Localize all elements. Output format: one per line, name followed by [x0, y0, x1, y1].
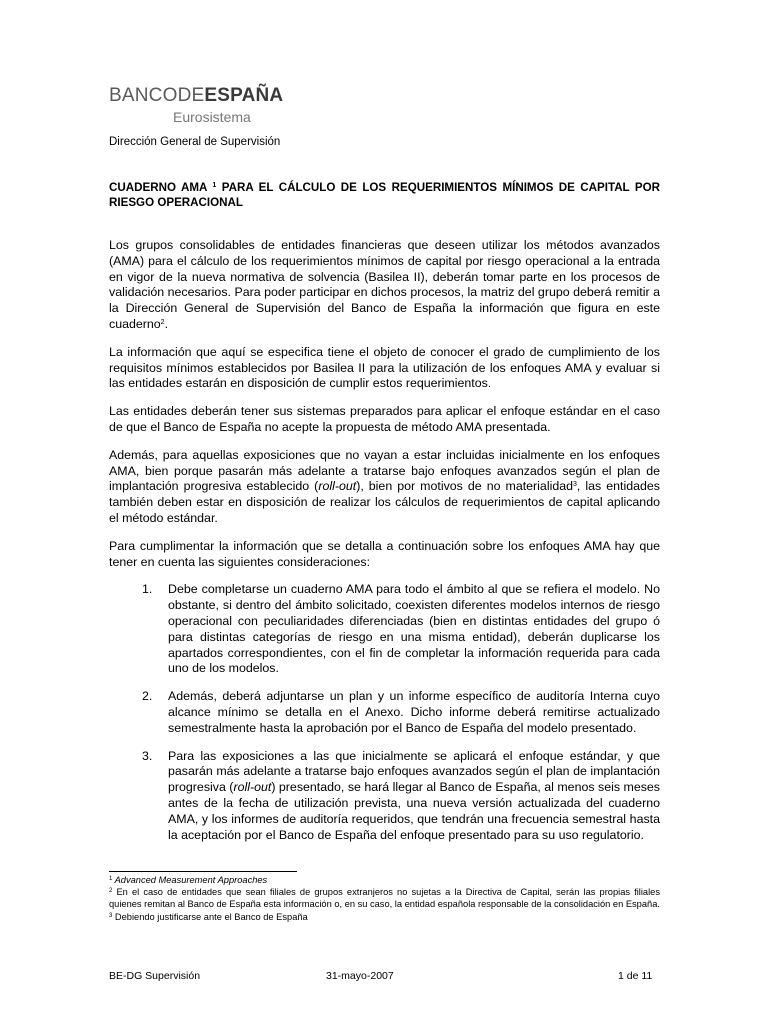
- department-name: Dirección General de Supervisión: [109, 136, 281, 148]
- footnote-number: 1: [109, 876, 113, 882]
- footnote-number: 3: [109, 912, 113, 919]
- footer-left: BE-DG Supervisión: [109, 970, 201, 982]
- paragraph-1-text: Los grupos consolidables de entidades financieras que deseen utilizar los métodos avanzados (AMA) para el cálculo de los requerimientos mínimos de capital por riesgo operacional a la entrada en vigor de la nueva normativa de solvencia (Basilea II), deberán tomar parte en los procesos de validación necesarios. Para poder participar en dichos procesos, la matriz del grupo deberá remitir a la Dirección General de Supervisión del Banco de España la información que figura en este cuaderno: [109, 238, 660, 331]
- paragraph-1-end: .: [164, 316, 169, 331]
- logo-word-de: DE: [177, 85, 205, 106]
- title-part-1: CUADERNO AMA: [109, 181, 207, 194]
- footnotes: [109, 874, 660, 923]
- list-item: [109, 582, 660, 677]
- list-item-text: Además, deberá adjuntarse un plan y un informe específico de auditoría Interna cuyo alcance mínimo se detalla en el Anexo. Dicho informe deberá remitirse actualizado semestralmente hasta la aprobación por el Banco de España del modelo presentado.: [168, 689, 660, 735]
- footnote-ref-2: 2: [160, 318, 165, 326]
- footnote-text: Advanced Measurement Approaches: [112, 875, 268, 885]
- list-item-italic: roll-out: [233, 780, 272, 795]
- document-title: [109, 178, 660, 210]
- list-item: [109, 749, 660, 844]
- footnote-divider: [109, 871, 297, 872]
- list-item-text-a: Para las exposiciones a las que inicialmente se aplicará el enfoque estándar, y que pasarán más adelante a tratarse bajo enfoques avanzados según el plan de implantación progresiva (: [168, 748, 660, 795]
- footnote-text: En el caso de entidades que sean filiales de grupos extranjeros no sujetas a la Directiva de Capital, serán las propias filiales quienes remitan al Banco de España esta información o, en su caso, la entidad española responsable de la consolidación en España.: [109, 887, 660, 910]
- considerations-list: [109, 582, 660, 843]
- footnote-3: [109, 911, 660, 923]
- paragraph-4-text-a: Además, para aquellas exposiciones que no vayan a estar incluidas inicialmente en los enfoques AMA, bien porque pasarán más adelante a tratarse bajo enfoques avanzados según el plan de implantación progresiva establecido (: [109, 447, 660, 494]
- paragraph-3: Las entidades deberán tener sus sistemas preparados para aplicar el enfoque estándar en el caso de que el Banco de España no acepte la propuesta de método AMA presentada.: [109, 404, 660, 434]
- paragraph-4-text-b: ), bien por motivos de no materialidad: [356, 479, 574, 494]
- list-item-text: Debe completarse un cuaderno AMA para todo el ámbito al que se refiera el modelo. No obstante, si dentro del ámbito solicitado, coexisten diferentes modelos internos de riesgo operacional con peculiaridades diferenciadas (bien en distintas entidades del grupo ó para distintas categorías de riesgo en una misma entidad), deberán duplicarse los apartados correspondientes, con el fin de completar la información requerida para cada uno de los modelos.: [168, 582, 660, 676]
- footnote-number: 2: [109, 888, 113, 895]
- logo-word-banco: BANCO: [109, 85, 178, 106]
- paragraph-5: Para cumplimentar la información que se detalla a continuación sobre los enfoques AMA hay que tener en cuenta las siguientes consideraciones:: [109, 538, 660, 569]
- document-body: [109, 238, 660, 855]
- logo-wordmark: [109, 86, 283, 106]
- paragraph-4-italic: roll-out: [318, 479, 357, 494]
- paragraph-4-text-c: , las entidades también deben estar en disposición de realizar los cálculos de requerimientos de capital aplicando el método estándar.: [109, 479, 660, 525]
- logo-subtitle: Eurosistema: [173, 109, 251, 125]
- footnote-1: [109, 874, 660, 886]
- list-number: 3.: [142, 748, 153, 763]
- footer-date: 31-mayo-2007: [326, 970, 394, 982]
- banco-de-espana-logo: [109, 86, 283, 125]
- footnote-ref-3: 3: [573, 481, 577, 489]
- title-part-2: PARA EL CÁLCULO DE LOS REQUERIMIENTOS MÍNIMOS DE CAPITAL POR RIESGO OPERACIONAL: [109, 181, 660, 209]
- paragraph-1: [109, 238, 660, 333]
- list-item-text-b: ) presentado, se hará llegar al Banco de España, al menos seis meses antes de la fecha de utilización prevista, una nueva versión actualizada del cuaderno AMA, y los informes de auditoría requeridos, que tendrán una frecuencia semestral hasta la aceptación por el Banco de España del enfoque presentado para su uso regulatorio.: [168, 780, 661, 842]
- logo-word-espana: ESPAÑA: [204, 85, 284, 106]
- list-number: 1.: [142, 582, 153, 597]
- list-number: 2.: [142, 689, 153, 704]
- page-number: 1 de 11: [618, 970, 653, 982]
- paragraph-4: [109, 448, 660, 527]
- list-item: [109, 689, 660, 736]
- footnote-2: [109, 886, 660, 910]
- footnote-text: Debiendo justificarse ante el Banco de España: [112, 911, 308, 922]
- paragraph-2: La información que aquí se especifica tiene el objeto de conocer el grado de cumplimiento de los requisitos mínimos establecidos por Basilea II para la utilización de los enfoques AMA y evaluar si las entidades estarán en disposición de cumplir estos requerimientos.: [109, 344, 660, 391]
- footnote-ref-1: 1: [212, 182, 217, 189]
